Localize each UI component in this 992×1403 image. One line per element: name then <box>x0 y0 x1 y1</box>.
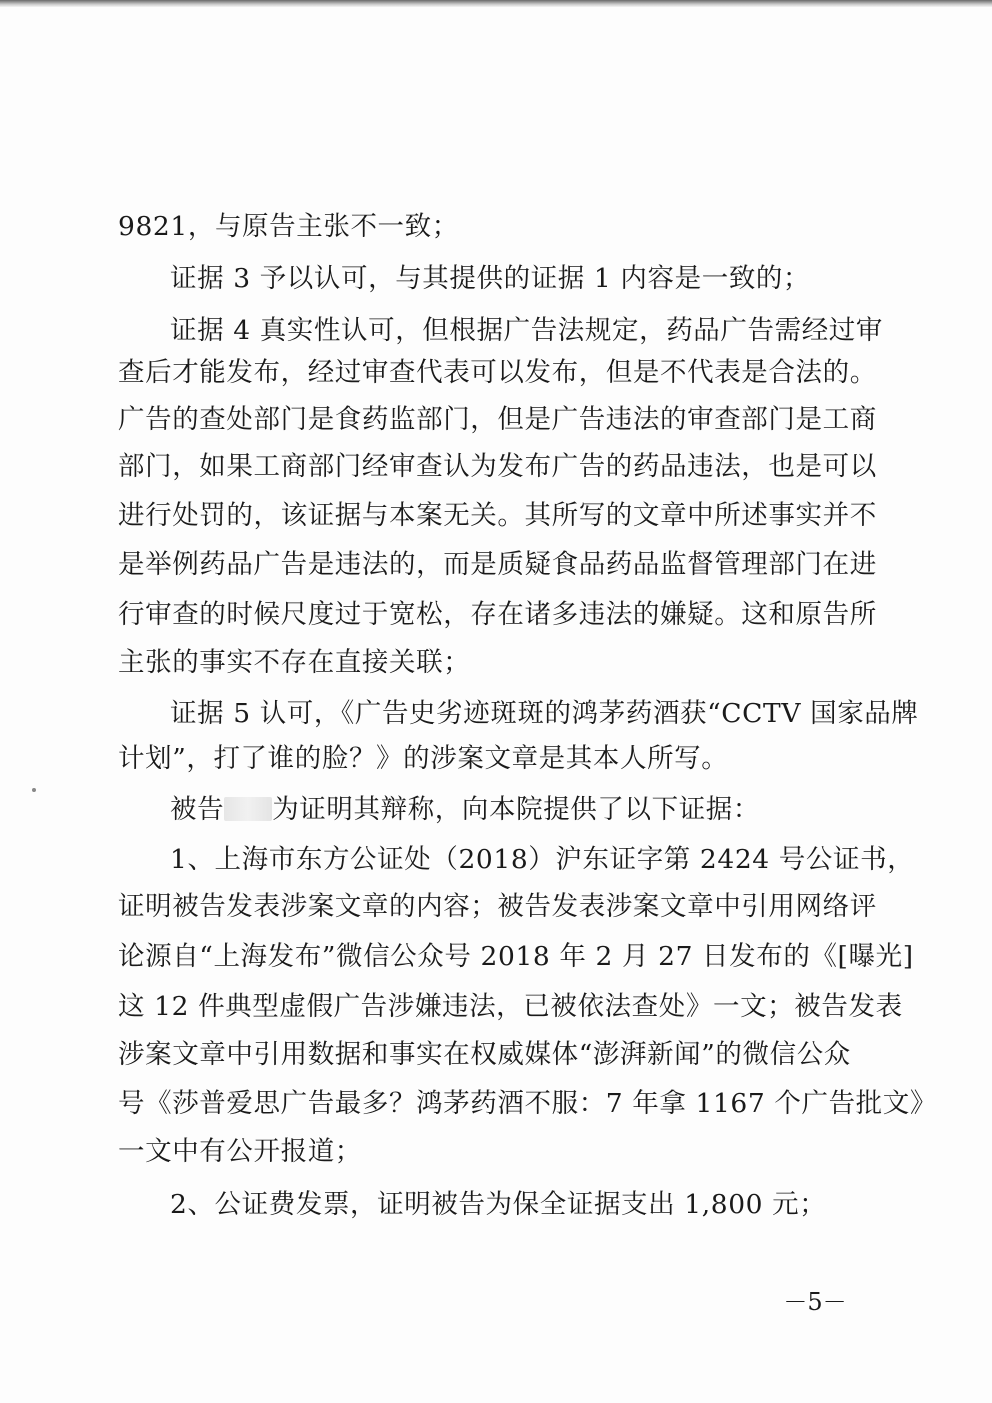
text-line: 一文中有公开报道； <box>118 1136 362 1167</box>
text-line: 号《莎普爱思广告最多？鸿茅药酒不服：7 年拿 1167 个广告批文》 <box>118 1088 937 1119</box>
text-line: 是举例药品广告是违法的，而是质疑食品药品监督管理部门在进 <box>118 549 877 580</box>
text-line: 证据 3 予以认可，与其提供的证据 1 内容是一致的； <box>170 263 811 294</box>
text-line: 证据 4 真实性认可，但根据广告法规定，药品广告需经过审 <box>170 315 884 346</box>
text-line: 广告的查处部门是食药监部门，但是广告违法的审查部门是工商 <box>118 404 877 435</box>
text-line: 2、公证费发票，证明被告为保全证据支出 1,800 元； <box>170 1189 827 1220</box>
text-line <box>170 795 862 825</box>
text-line: 计划”，打了谁的脸？》的涉案文章是其本人所写。 <box>118 743 729 774</box>
text-line: 证据 5 认可，《广告史劣迹斑斑的鸿茅药酒获“CCTV 国家品牌 <box>170 698 919 729</box>
text-line: 主张的事实不存在直接关联； <box>118 647 471 678</box>
text-segment: 为证明其辩称，向本院提供了以下证据： <box>272 794 761 825</box>
text-line: 1、上海市东方公证处（2018）沪东证字第 2424 号公证书， <box>170 844 915 875</box>
scan-speck <box>32 788 36 792</box>
text-line: 9821，与原告主张不一致； <box>118 211 459 242</box>
text-line: 证明被告发表涉案文章的内容；被告发表涉案文章中引用网络评 <box>118 891 877 922</box>
text-line: 进行处罚的，该证据与本案无关。其所写的文章中所述事实并不 <box>118 500 877 531</box>
text-segment: 被告 <box>170 794 225 825</box>
text-line: 这 12 件典型虚假广告涉嫌违法，已被依法查处》一文；被告发表 <box>118 991 903 1022</box>
text-line: 论源自“上海发布”微信公众号 2018 年 2 月 27 日发布的《[曝光] <box>118 941 914 972</box>
text-line: 部门，如果工商部门经审查认为发布广告的药品违法，也是可以 <box>118 451 877 482</box>
text-line: 行审查的时候尺度过于宽松，存在诸多违法的嫌疑。这和原告所 <box>118 599 877 630</box>
text-line: 查后才能发布，经过审查代表可以发布，但是不代表是合法的。 <box>118 357 877 388</box>
redacted-name <box>224 797 272 821</box>
page-number: －5－ <box>783 1288 847 1316</box>
text-line: 涉案文章中引用数据和事实在权威媒体“澎湃新闻”的微信公众 <box>118 1039 851 1070</box>
